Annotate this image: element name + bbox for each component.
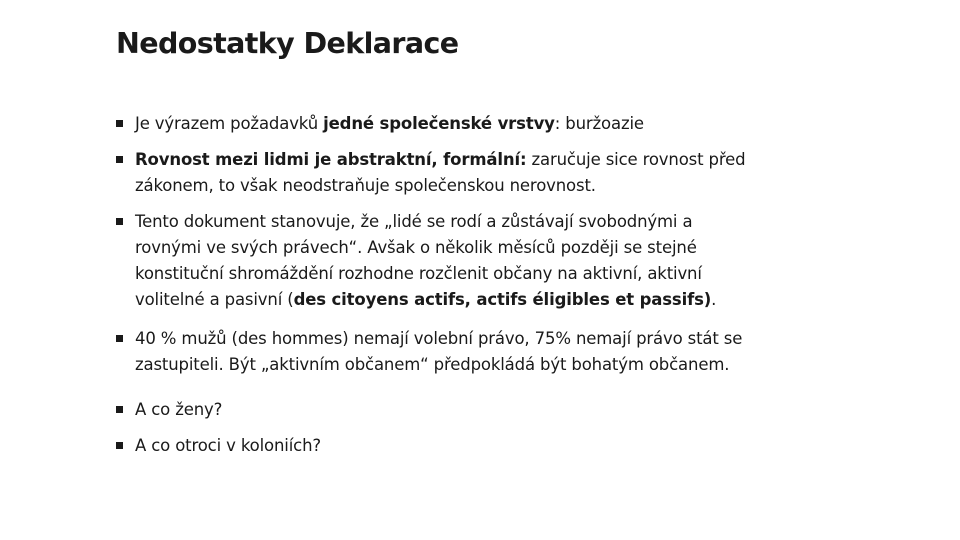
text-run-bold: Rovnost mezi lidmi je abstraktní, formální:: [135, 150, 527, 169]
square-bullet-icon: [116, 214, 123, 228]
text-run: Tento dokument stanovuje, že „lidé se rodí a zůstávají svobodnými a: [135, 212, 693, 231]
text-run: zákonem, to však neodstraňuje společenskou nerovnost.: [135, 176, 596, 195]
text-run: A co otroci v koloniích?: [135, 436, 321, 455]
text-run: .: [711, 290, 717, 309]
text-run-bold: des citoyens actifs, actifs éligibles et passifs): [293, 290, 712, 309]
bullet-line: [135, 398, 222, 422]
text-run: konstituční shromáždění rozhodne rozčlenit občany na aktivní, aktivní: [135, 264, 702, 283]
square-bullet-icon: [116, 402, 123, 416]
text-run: zaručuje sice rovnost před: [526, 150, 746, 169]
square-bullet-icon: [116, 152, 123, 166]
text-run: rovnými ve svých právech“. Avšak o několik měsíců později se stejné: [135, 238, 697, 257]
slide-title: Nedostatky Deklarace: [116, 27, 459, 60]
bullet-line: [135, 288, 716, 312]
bullet-line: [135, 262, 702, 286]
bullet-line: [135, 112, 644, 136]
text-run: 40 % mužů (des hommes) nemají volební právo, 75% nemají právo stát se: [135, 329, 743, 348]
square-bullet-icon: [116, 438, 123, 452]
bullet-line: [135, 236, 697, 260]
bullet-line: [135, 353, 729, 377]
bullet-line: [135, 210, 692, 234]
bullet-line: [135, 434, 321, 458]
square-bullet-icon: [116, 116, 123, 130]
text-run: : buržoazie: [554, 114, 644, 133]
bullet-line: [135, 148, 745, 172]
text-run: zastupiteli. Být „aktivním občanem“ předpokládá být bohatým občanem.: [135, 355, 730, 374]
text-run-bold: jedné společenské vrstvy: [323, 114, 555, 133]
bullet-line: [135, 174, 596, 198]
square-bullet-icon: [116, 331, 123, 345]
text-run: volitelné a pasivní (: [135, 290, 294, 309]
text-run: Je výrazem požadavků: [135, 114, 324, 133]
bullet-line: [135, 327, 742, 351]
text-run: A co ženy?: [135, 400, 223, 419]
